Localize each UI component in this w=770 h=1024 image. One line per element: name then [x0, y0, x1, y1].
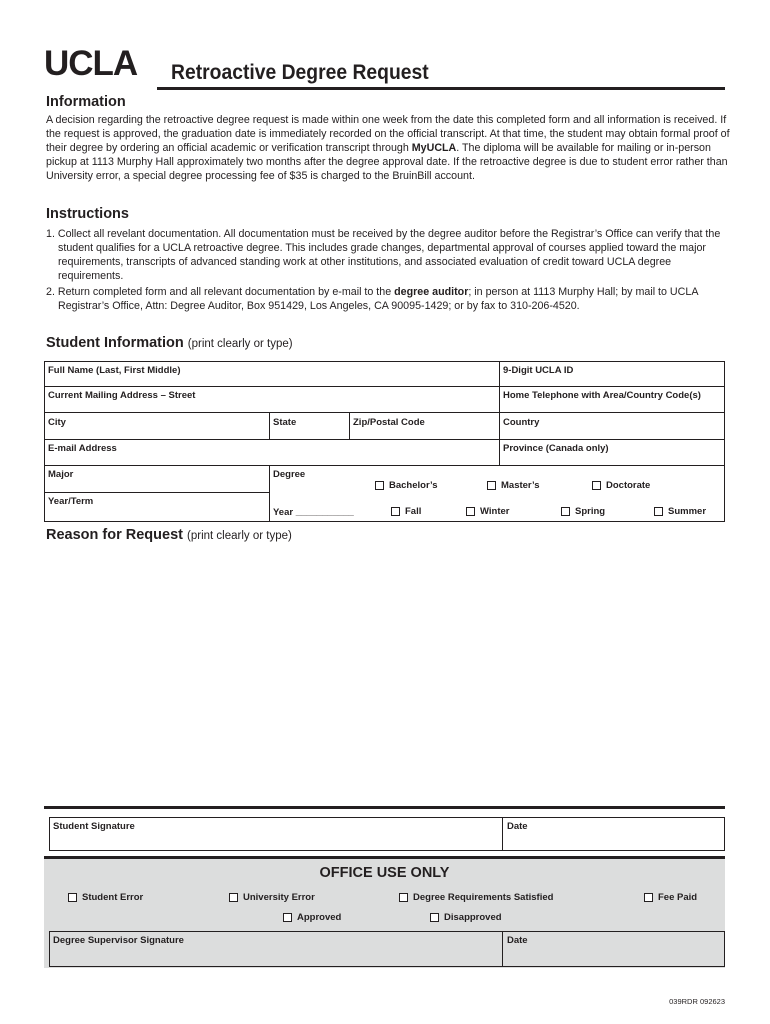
winter-checkbox[interactable]: [466, 507, 475, 516]
city-field[interactable]: City: [48, 417, 66, 428]
information-paragraph: [46, 113, 730, 183]
instruction-item-2-text-b: ; in person at 1113 Murphy Hall; by mail to UCLA Registrar’s Office, Attn: Degree Auditor, Box 951429, Los Angeles, CA 90095-1429; or by fax to 310-206-4520.: [58, 286, 698, 312]
degree-requirements-label: Degree Requirements Satisfied: [413, 892, 554, 903]
page-title: Retroactive Degree Request: [171, 61, 429, 84]
office-rule: [44, 856, 725, 859]
reason-rule: [44, 806, 725, 809]
col-divider: [502, 931, 503, 967]
ucla-id-field[interactable]: 9-Digit UCLA ID: [503, 365, 574, 376]
title-rule: [157, 87, 725, 90]
degree-requirements-option[interactable]: [399, 892, 553, 903]
col-divider: [269, 465, 270, 522]
university-error-label: University Error: [243, 892, 315, 903]
student-information-heading: [46, 334, 293, 353]
myucla-link[interactable]: MyUCLA: [411, 142, 457, 154]
fall-option[interactable]: [391, 506, 421, 517]
fee-paid-checkbox[interactable]: [644, 893, 653, 902]
col-divider: [502, 817, 503, 851]
fall-checkbox[interactable]: [391, 507, 400, 516]
col-divider: [349, 412, 350, 439]
university-error-option[interactable]: [229, 892, 315, 903]
major-field[interactable]: Major: [48, 469, 74, 480]
street-address-field[interactable]: Current Mailing Address – Street: [48, 390, 196, 401]
doctorate-checkbox[interactable]: [592, 481, 601, 490]
instructions-heading: Instructions: [46, 206, 129, 222]
reason-title: Reason for Request: [46, 527, 183, 543]
degree-requirements-checkbox[interactable]: [399, 893, 408, 902]
bachelors-checkbox[interactable]: [375, 481, 384, 490]
fee-paid-label: Fee Paid: [658, 892, 698, 903]
year-term-label: Year/Term: [48, 496, 94, 507]
information-heading: Information: [46, 94, 126, 110]
disapproved-label: Disapproved: [444, 912, 502, 923]
winter-option[interactable]: [466, 506, 509, 517]
information-text-1: A decision regarding the retroactive degree request is made within one week from the date this completed form and all information is received. If the request is approved, the graduation date is immediately recorded on the official transcript. At that time, the student may obtain formal proof of their degree by ordering an official academic or verification transcript through: [46, 114, 730, 154]
col-divider: [269, 412, 270, 439]
doctorate-option[interactable]: [592, 480, 650, 491]
state-field[interactable]: State: [273, 417, 297, 428]
signature-date-field[interactable]: Date: [507, 821, 528, 832]
summer-option[interactable]: [654, 506, 706, 517]
province-field[interactable]: Province (Canada only): [503, 443, 609, 454]
instruction-item-2-text-a: 2. Return completed form and all relevant documentation by e-mail to the: [46, 286, 395, 298]
student-error-option[interactable]: [68, 892, 143, 903]
signature-row: [49, 817, 725, 851]
row-divider: [44, 412, 725, 413]
doctorate-label: Doctorate: [606, 480, 651, 491]
fall-label: Fall: [405, 506, 422, 517]
summer-checkbox[interactable]: [654, 507, 663, 516]
student-information-title: Student Information: [46, 335, 184, 351]
approved-checkbox[interactable]: [283, 913, 292, 922]
spring-option[interactable]: [561, 506, 605, 517]
disapproved-checkbox[interactable]: [430, 913, 439, 922]
home-telephone-field[interactable]: Home Telephone with Area/Country Code(s): [503, 390, 701, 401]
country-field[interactable]: Country: [503, 417, 540, 428]
masters-label: Master’s: [501, 480, 540, 491]
student-signature-field[interactable]: Student Signature: [53, 821, 135, 832]
row-divider: [44, 465, 725, 466]
degree-label: Degree: [273, 469, 306, 480]
bachelors-label: Bachelor’s: [389, 480, 438, 491]
year-field[interactable]: Year ___________: [273, 507, 354, 518]
approved-option[interactable]: [283, 912, 341, 923]
form-code: 039RDR 092623: [669, 997, 725, 1006]
row-divider: [44, 386, 725, 387]
instruction-item-2: [46, 285, 730, 313]
approved-label: Approved: [297, 912, 342, 923]
row-divider: [44, 439, 725, 440]
degree-auditor-link[interactable]: degree auditor: [394, 286, 469, 298]
supervisor-signature-field[interactable]: Degree Supervisor Signature: [53, 935, 184, 946]
zip-field[interactable]: Zip/Postal Code: [353, 417, 425, 428]
full-name-field[interactable]: Full Name (Last, First Middle): [48, 365, 181, 376]
masters-option[interactable]: [487, 480, 540, 491]
masters-checkbox[interactable]: [487, 481, 496, 490]
winter-label: Winter: [480, 506, 510, 517]
office-use-title: OFFICE USE ONLY: [319, 865, 450, 881]
disapproved-option[interactable]: [430, 912, 502, 923]
instruction-item-1: 1. Collect all revelant documentation. All documentation must be received by the degree auditor before the Registrar’s Office can verify that the student qualifies for a UCLA retroactive degree. This includes grade changes, departmental approval of courses applied toward the major requirements, transcripts of advanced standing work at other institutions, and associated evaluation of credit toward UCLA degree requirements.: [46, 228, 721, 282]
row-divider: [44, 492, 269, 493]
ucla-logo: UCLA: [44, 44, 138, 83]
reason-text-area[interactable]: [46, 548, 724, 804]
spring-checkbox[interactable]: [561, 507, 570, 516]
reason-heading: [46, 526, 292, 545]
student-error-label: Student Error: [82, 892, 144, 903]
spring-label: Spring: [575, 506, 606, 517]
university-error-checkbox[interactable]: [229, 893, 238, 902]
bachelors-option[interactable]: [375, 480, 438, 491]
reason-sub: (print clearly or type): [187, 530, 292, 542]
summer-label: Summer: [668, 506, 707, 517]
student-information-sub: (print clearly or type): [187, 338, 293, 350]
student-error-checkbox[interactable]: [68, 893, 77, 902]
information-text-2: . The diploma will be available for mailing or in-person pickup at 1113 Murphy Hall approximately two months after the degree approval date. If the retroactive degree is due to student error rather than University error, a special degree processing fee of $35 is charged to the BruinBill account.: [46, 142, 728, 182]
fee-paid-option[interactable]: [644, 892, 697, 903]
col-divider: [499, 361, 500, 466]
instructions-list: [46, 227, 730, 315]
email-field[interactable]: E-mail Address: [48, 443, 117, 454]
office-date-field[interactable]: Date: [507, 935, 528, 946]
